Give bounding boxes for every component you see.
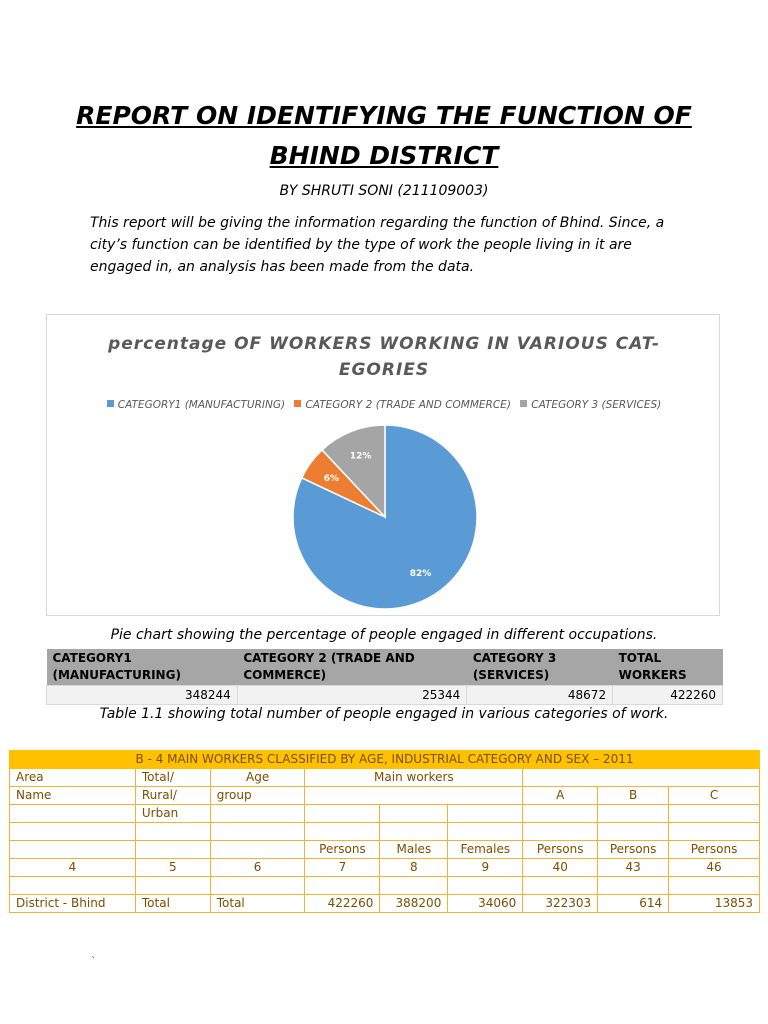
header-manufacturing: CATEGORY1 (MANUFACTURING)	[47, 649, 238, 686]
row-males: 388200	[380, 895, 448, 913]
cell-manufacturing: 348244	[47, 686, 238, 705]
legend-label: CATEGORY 3 (SERVICES)	[531, 399, 662, 411]
author-byline: BY SHRUTI SONI (211109003)	[279, 183, 489, 199]
empty-cell	[210, 805, 305, 823]
table-row	[10, 805, 760, 823]
cell-services: 48672	[467, 686, 613, 705]
census-title: B - 4 MAIN WORKERS CLASSIFIED BY AGE, INDUSTRIAL CATEGORY AND SEX – 2011	[10, 751, 760, 769]
col-number: 8	[380, 859, 448, 877]
row-c-persons: 13853	[669, 895, 760, 913]
pie-data-label: 12%	[349, 451, 372, 462]
empty-cell	[380, 805, 448, 823]
col-number: 40	[523, 859, 598, 877]
col-number: 46	[669, 859, 760, 877]
col-number: 43	[598, 859, 669, 877]
empty-cell	[305, 805, 380, 823]
empty-cell	[305, 787, 523, 805]
table-caption: Table 1.1 showing total number of people engaged in various categories of work.	[99, 706, 669, 722]
empty-cell	[448, 805, 523, 823]
chart-title-line-2: EGORIES	[338, 360, 430, 380]
table-row	[10, 823, 760, 841]
col-number: 5	[135, 859, 210, 877]
pie-caption: Pie chart showing the percentage of people engaged in different occupations.	[110, 627, 658, 643]
empty-cell	[598, 805, 669, 823]
pie-data-label: 82%	[409, 568, 432, 579]
legend-label: CATEGORY 2 (TRADE AND COMMERCE)	[305, 399, 511, 411]
header-trade: CATEGORY 2 (TRADE AND COMMERCE)	[237, 649, 467, 686]
rural-label: Rural/	[135, 787, 210, 805]
category-table	[46, 649, 723, 705]
table-row	[10, 877, 760, 895]
pie-plot-area	[47, 315, 721, 617]
age-label: Age	[210, 769, 305, 787]
table-row	[10, 769, 760, 787]
females-label: Females	[448, 841, 523, 859]
intro-paragraph: This report will be giving the information regarding the function of Bhind. Since, a city’s function can be identified by the type of work the people living in it are engaged in, an analysis has been made from the data.	[90, 215, 665, 275]
pie-chart	[46, 314, 720, 616]
males-label: Males	[380, 841, 448, 859]
col-a-label: A	[523, 787, 598, 805]
table-row	[10, 895, 760, 913]
area-label: Area	[10, 769, 136, 787]
col-number: 9	[448, 859, 523, 877]
row-females: 34060	[448, 895, 523, 913]
row-total-rural-urban: Total	[135, 895, 210, 913]
col-number: 4	[10, 859, 136, 877]
header-services: CATEGORY 3 (SERVICES)	[467, 649, 613, 686]
col-b-label: B	[598, 787, 669, 805]
legend-label: CATEGORY1 (MANUFACTURING)	[117, 399, 286, 411]
cell-trade: 25344	[237, 686, 467, 705]
col-number: 7	[305, 859, 380, 877]
name-label: Name	[10, 787, 136, 805]
row-a-persons: 322303	[523, 895, 598, 913]
empty-cell	[523, 769, 760, 787]
table-row	[10, 841, 760, 859]
main-workers-label: Main workers	[305, 769, 523, 787]
group-label: group	[210, 787, 305, 805]
report-title-line-2: BHIND DISTRICT	[269, 141, 499, 170]
row-age-group: Total	[210, 895, 305, 913]
pie-data-label: 6%	[323, 474, 340, 485]
empty-cell	[669, 805, 760, 823]
urban-label: Urban	[135, 805, 210, 823]
persons-label: Persons	[305, 841, 380, 859]
census-title-row	[10, 751, 760, 769]
row-b-persons: 614	[598, 895, 669, 913]
row-persons: 422260	[305, 895, 380, 913]
row-area: District - Bhind	[10, 895, 136, 913]
report-title-line-1: REPORT ON IDENTIFYING THE FUNCTION OF	[76, 101, 692, 130]
census-table	[9, 750, 760, 913]
category-table-header	[47, 649, 723, 686]
table-row	[47, 686, 723, 705]
col-number: 6	[210, 859, 305, 877]
footnote-mark: `	[91, 956, 96, 967]
c-persons-label: Persons	[669, 841, 760, 859]
header-total: TOTAL WORKERS	[613, 649, 723, 686]
cell-total: 422260	[613, 686, 723, 705]
total-label: Total/	[135, 769, 210, 787]
b-persons-label: Persons	[598, 841, 669, 859]
chart-title-line-1: percentage OF WORKERS WORKING IN VARIOUS CAT-	[108, 334, 660, 354]
report-title	[60, 96, 708, 176]
empty-cell	[10, 805, 136, 823]
column-number-row	[10, 859, 760, 877]
table-row	[10, 787, 760, 805]
a-persons-label: Persons	[523, 841, 598, 859]
col-c-label: C	[669, 787, 760, 805]
empty-cell	[523, 805, 598, 823]
